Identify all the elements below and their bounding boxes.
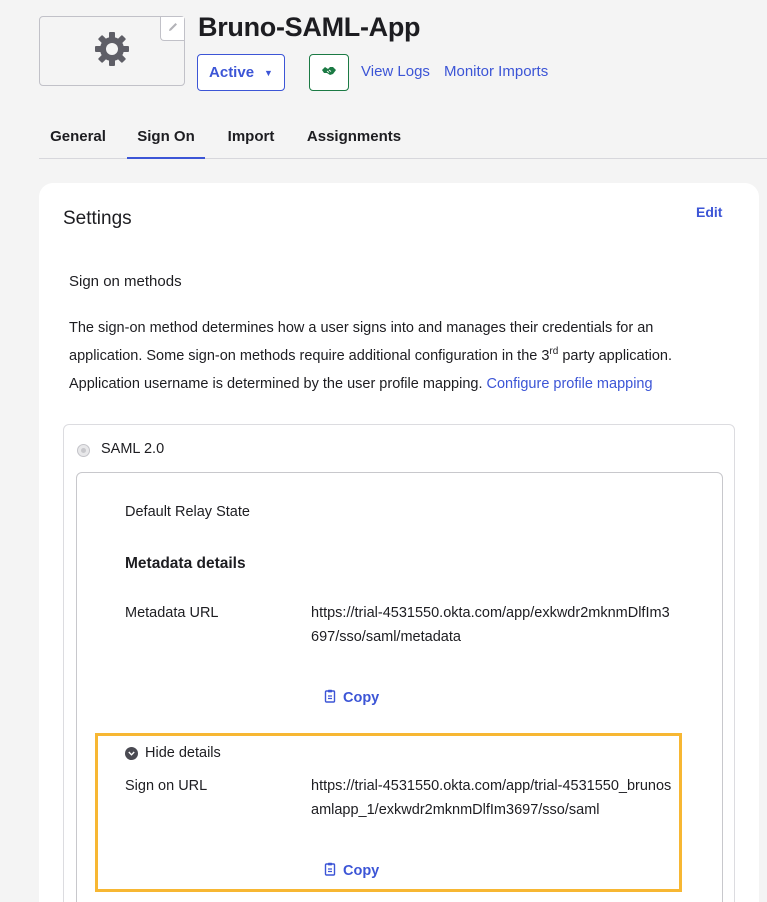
metadata-details-title: Metadata details	[125, 555, 246, 572]
sign-on-url-label: Sign on URL	[125, 778, 208, 794]
copy-label: Copy	[343, 863, 380, 879]
saml-label: SAML 2.0	[101, 441, 165, 457]
sign-on-description	[69, 316, 719, 368]
metadata-url-value: https://trial-4531550.okta.com/app/exkwdr2mknmDlfIm3697/sso/saml/metadata	[311, 605, 670, 645]
sign-on-methods-title: Sign on methods	[69, 273, 182, 290]
tab-import[interactable]: Import	[227, 128, 275, 145]
username-note	[69, 376, 653, 392]
highlight-annotation	[95, 733, 682, 892]
app-logo	[39, 16, 185, 86]
copy-metadata-url-button[interactable]	[324, 689, 379, 707]
status-label: Active	[209, 64, 255, 81]
gear-icon	[92, 29, 132, 74]
copy-label: Copy	[343, 690, 380, 706]
tab-sign-on[interactable]: Sign On	[127, 128, 205, 159]
view-logs-link[interactable]: View Logs	[361, 63, 430, 80]
settings-title: Settings	[63, 208, 132, 229]
status-dropdown[interactable]	[197, 54, 285, 91]
caret-down-icon: ▼	[264, 67, 273, 78]
tab-assignments[interactable]: Assignments	[306, 128, 402, 145]
app-title: Bruno-SAML-App	[198, 12, 421, 42]
clipboard-icon	[324, 689, 337, 707]
monitor-imports-link[interactable]: Monitor Imports	[444, 63, 549, 80]
sign-on-url-value: https://trial-4531550.okta.com/app/trial-4531550_brunosamlapp_1/exkwdr2mknmDlfIm3697/sso/saml	[311, 778, 672, 818]
edit-button[interactable]: Edit	[696, 204, 723, 220]
username-text: Application username is determined by the user profile mapping.	[69, 376, 483, 392]
relay-state-label: Default Relay State	[125, 504, 250, 520]
handshake-icon	[321, 64, 337, 82]
pencil-icon	[167, 20, 179, 38]
description-text-end: party application.	[558, 347, 672, 364]
edit-logo-button[interactable]	[160, 17, 184, 41]
description-superscript: rd	[549, 346, 559, 357]
metadata-url-label: Metadata URL	[125, 605, 219, 621]
description-text: The sign-on method determines how a user signs into and manages their credentials for an application. Some sign-on methods require additional configuration in the 3	[69, 320, 654, 364]
radio-icon[interactable]	[77, 444, 90, 457]
tab-bar	[39, 128, 767, 159]
tab-general[interactable]: General	[50, 128, 106, 145]
configure-profile-mapping-link[interactable]: Configure profile mapping	[486, 376, 653, 392]
push-groups-button[interactable]	[309, 54, 349, 91]
hide-details-label: Hide details	[145, 745, 221, 761]
